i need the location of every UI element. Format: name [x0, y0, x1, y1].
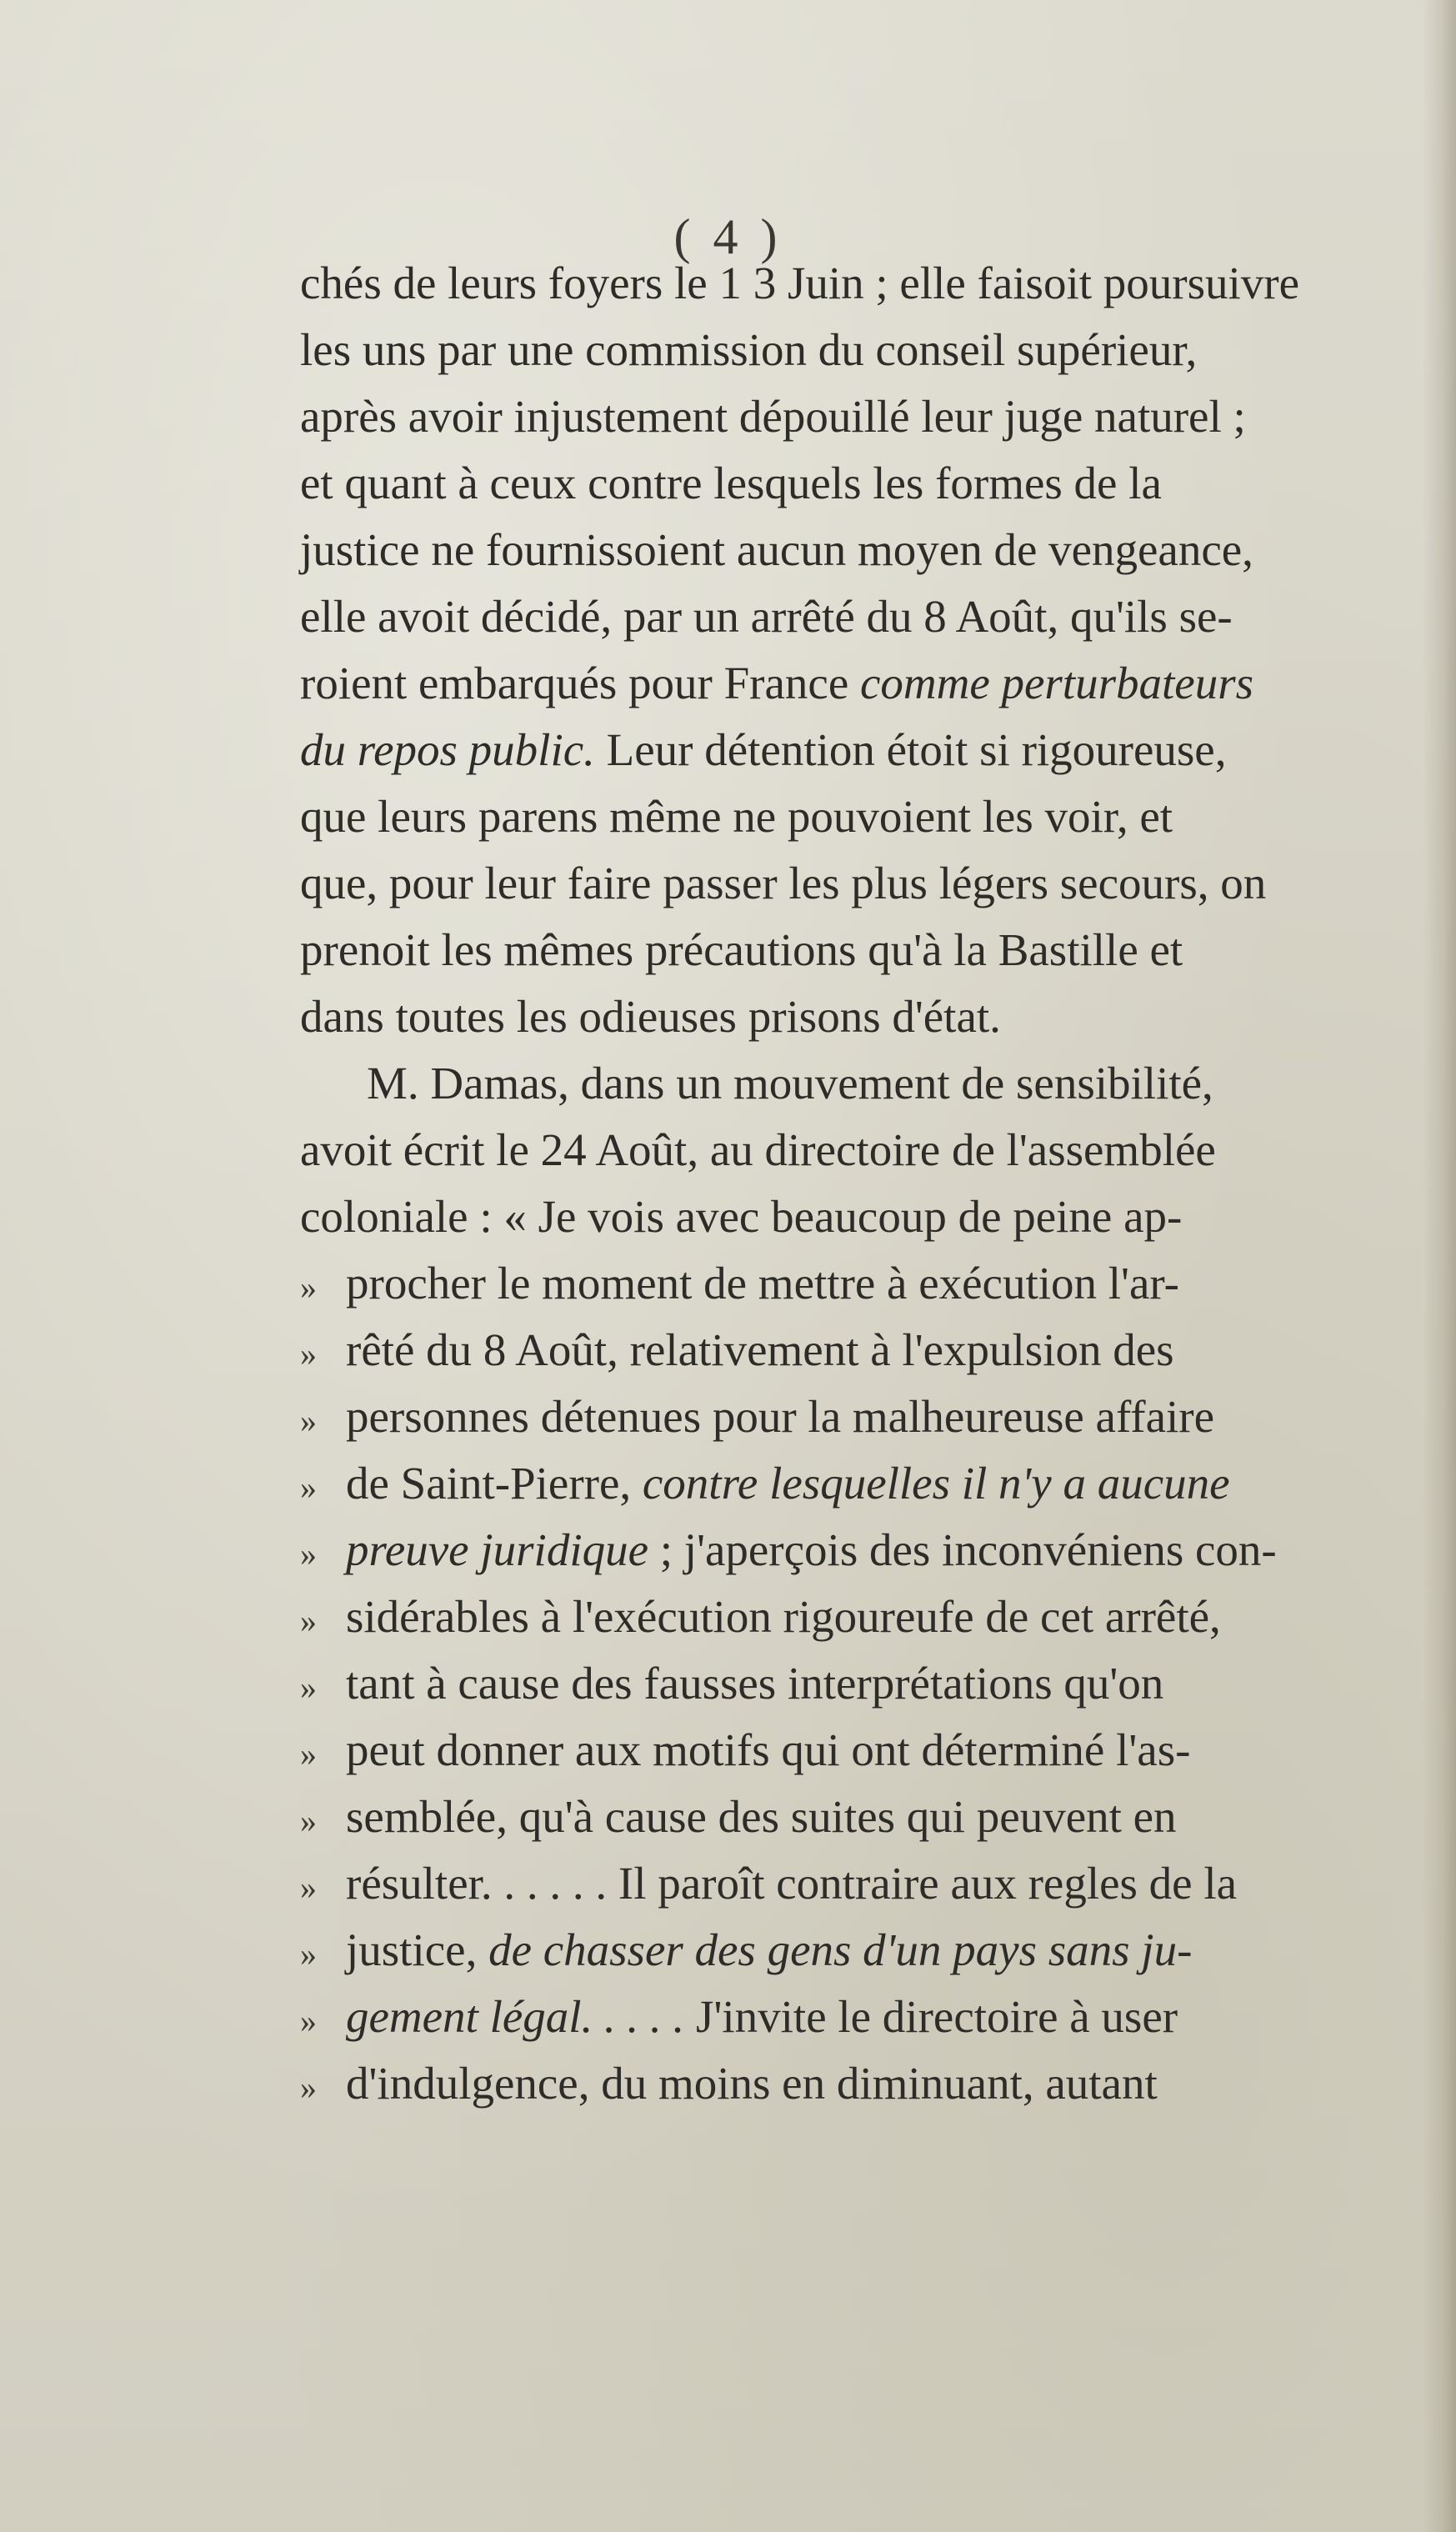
quote-mark: »	[300, 1935, 317, 1973]
line-text: procher le moment de mettre à exécution l'ar-	[346, 1258, 1179, 1309]
line-text: de Saint-Pierre,	[346, 1458, 643, 1509]
line-text: semblée, qu'à cause des suites qui peuvent en	[346, 1791, 1177, 1842]
line-text: elle avoit décidé, par un arrêté du 8 Août, qu'ils se-	[300, 591, 1233, 642]
text-line	[300, 450, 1350, 517]
line-text: Leur détention étoit si rigoureuse,	[594, 724, 1227, 775]
text-line	[300, 583, 1350, 650]
italic-text: comme perturbateurs	[859, 658, 1253, 708]
line-text: prenoit les mêmes précautions qu'à la Bastille et	[300, 924, 1183, 975]
line-text: sidérables à l'exécution rigoureufe de cet arrêté,	[346, 1591, 1221, 1642]
line-text: J'invite le directoire à user	[696, 1991, 1178, 2042]
line-text: avoit écrit le 24 Août, au directoire de l'assemblée	[300, 1124, 1216, 1175]
text-line	[300, 717, 1350, 783]
quote-mark: »	[300, 1602, 317, 1639]
quote-line	[300, 1250, 1350, 1317]
text-line	[300, 250, 1350, 317]
text-line	[300, 1183, 1350, 1250]
line-text: M. Damas, dans un mouvement de sensibilité,	[367, 1058, 1213, 1108]
quote-mark: »	[300, 1335, 317, 1373]
italic-text: gement légal. . . . .	[346, 1991, 697, 2042]
text-line	[300, 917, 1350, 983]
quote-line	[300, 1717, 1350, 1784]
quote-mark: »	[300, 1802, 317, 1839]
text-line	[300, 383, 1350, 450]
italic-text: contre lesquelles il n'y a aucune	[642, 1458, 1230, 1509]
page-edge-shadow	[1423, 0, 1456, 2532]
text-line	[300, 1117, 1350, 1183]
line-text: tant à cause des fausses interprétations qu'on	[346, 1658, 1164, 1709]
line-text: chés de leurs foyers le 1 3 Juin ; elle faisoit poursuivre	[300, 258, 1299, 308]
italic-text: de chasser des gens d'un pays sans ju-	[488, 1924, 1193, 1975]
line-text: après avoir injustement dépouillé leur juge naturel ;	[300, 391, 1246, 442]
quote-mark: »	[300, 1735, 317, 1773]
line-text: roient embarqués pour France	[300, 658, 860, 708]
line-text: résulter. . . . . . Il paroît contraire aux regles de la	[346, 1858, 1238, 1909]
text-line	[300, 517, 1350, 583]
italic-text: du repos public.	[300, 724, 595, 775]
quote-line	[300, 1850, 1350, 1917]
text-line	[300, 650, 1350, 717]
body-text	[300, 250, 1350, 2117]
quote-line	[300, 2050, 1350, 2117]
quote-mark: »	[300, 1402, 317, 1439]
quote-line	[300, 1384, 1350, 1450]
line-text: ; j'aperçois des inconvéniens con-	[648, 1524, 1277, 1575]
line-text: dans toutes les odieuses prisons d'état.	[300, 991, 1001, 1042]
quote-mark: »	[300, 1669, 317, 1706]
text-line	[300, 983, 1350, 1050]
quote-line	[300, 1584, 1350, 1650]
text-line	[300, 317, 1350, 383]
quote-line	[300, 1517, 1350, 1584]
quote-mark: »	[300, 2069, 317, 2106]
quote-mark: »	[300, 1269, 317, 1306]
text-line	[300, 850, 1350, 917]
quote-line	[300, 1917, 1350, 1984]
line-text: que, pour leur faire passer les plus légers secours, on	[300, 858, 1267, 908]
quote-line	[300, 1450, 1350, 1517]
line-text: et quant à ceux contre lesquels les formes de la	[300, 458, 1162, 508]
line-text: que leurs parens même ne pouvoient les voir, et	[300, 791, 1173, 842]
line-text: justice,	[346, 1924, 489, 1975]
page-number: ( 4 )	[673, 209, 783, 264]
line-text: coloniale : « Je vois avec beaucoup de peine ap-	[300, 1191, 1183, 1242]
text-line	[300, 783, 1350, 850]
quote-line	[300, 1650, 1350, 1717]
line-text: rêté du 8 Août, relativement à l'expulsion des	[346, 1324, 1174, 1375]
quote-mark: »	[300, 1535, 317, 1573]
quote-line	[300, 1317, 1350, 1384]
line-text: les uns par une commission du conseil supérieur,	[300, 324, 1198, 375]
quote-line	[300, 1784, 1350, 1850]
line-text: personnes détenues pour la malheureuse affaire	[346, 1391, 1215, 1442]
line-text: peut donner aux motifs qui ont déterminé l'as-	[346, 1724, 1191, 1775]
italic-text: preuve juridique	[346, 1524, 649, 1575]
text-line	[300, 1050, 1350, 1117]
quote-mark: »	[300, 1869, 317, 1906]
quote-mark: »	[300, 1469, 317, 1506]
quote-line	[300, 1984, 1350, 2050]
quote-mark: »	[300, 2002, 317, 2039]
line-text: justice ne fournissoient aucun moyen de vengeance,	[300, 524, 1253, 575]
line-text: d'indulgence, du moins en diminuant, autant	[346, 2058, 1158, 2109]
